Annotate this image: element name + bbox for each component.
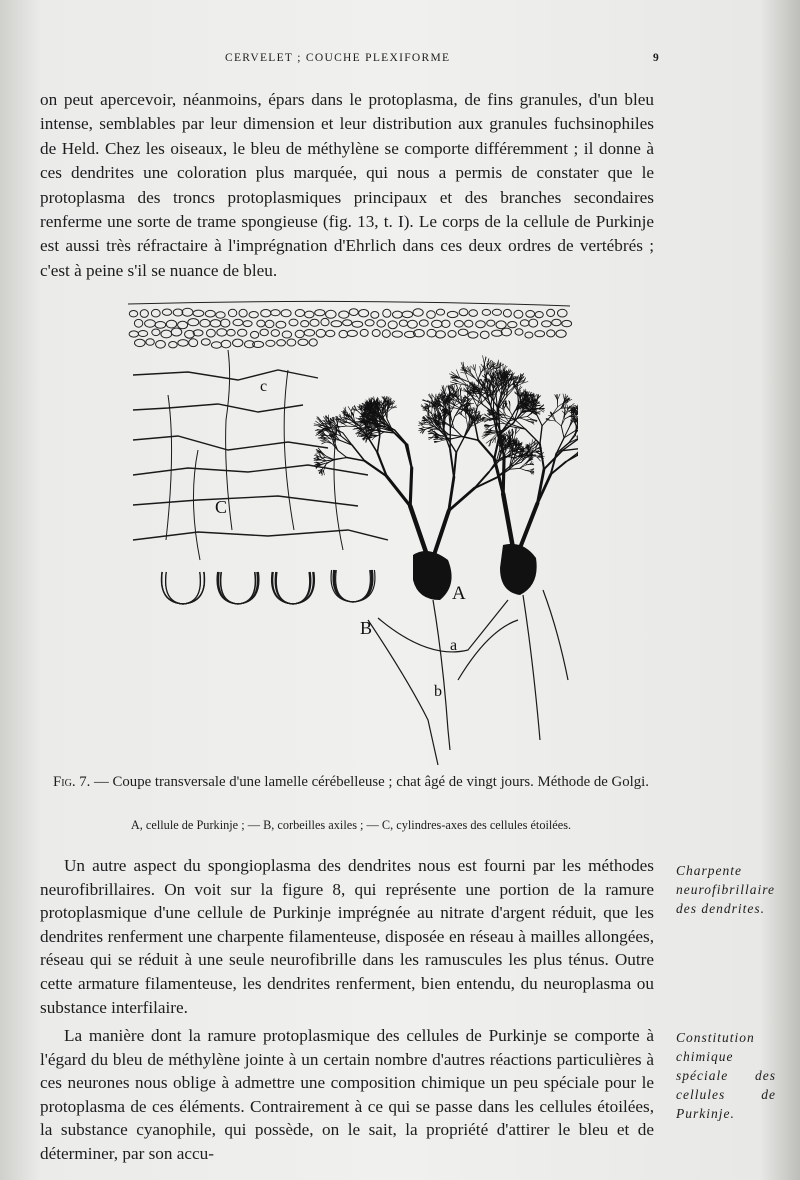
granule	[257, 320, 265, 327]
dendrite-branch	[320, 461, 326, 463]
basket-fiber	[162, 572, 205, 604]
dendrite-branch	[506, 406, 510, 412]
granule	[221, 340, 231, 348]
granule	[556, 330, 566, 337]
granule	[547, 330, 555, 337]
dendrite-branch	[552, 408, 561, 415]
granule	[282, 331, 291, 338]
granule	[480, 331, 489, 338]
granule	[161, 330, 172, 338]
granule	[535, 312, 543, 318]
granule	[146, 339, 154, 346]
granule	[305, 311, 314, 318]
axon-fiber	[133, 465, 368, 475]
granule	[301, 321, 309, 327]
granule	[448, 331, 456, 338]
granule	[138, 331, 147, 337]
granule	[514, 310, 523, 318]
granule	[193, 310, 204, 316]
granule	[419, 320, 428, 326]
granule	[211, 342, 221, 348]
basket-fiber	[161, 572, 204, 604]
granule	[295, 330, 304, 337]
dendrite-branch	[372, 437, 374, 440]
granule	[156, 341, 166, 349]
dendrite-branch	[519, 418, 525, 420]
granule	[233, 319, 243, 325]
basket-fiber	[272, 572, 315, 604]
granule	[492, 309, 501, 315]
figure-7-illustration	[128, 300, 578, 768]
axon-collateral	[193, 450, 200, 560]
granule-layer	[128, 301, 572, 348]
granule	[185, 330, 195, 338]
granule	[261, 310, 271, 317]
dendrite-branch	[466, 419, 468, 427]
dendrite-branch	[552, 407, 558, 415]
dendrite-branch	[427, 429, 433, 430]
granule	[529, 319, 538, 327]
axon-fiber	[433, 600, 450, 750]
dendrite-branch	[526, 470, 531, 471]
granule	[304, 330, 314, 337]
dendrite-branch	[460, 393, 461, 400]
figure-caption	[44, 772, 658, 792]
granule	[468, 332, 478, 338]
granule	[492, 330, 503, 336]
granule	[459, 309, 468, 316]
granule	[217, 329, 227, 336]
granule	[188, 319, 199, 326]
granule	[321, 318, 329, 325]
granule	[343, 320, 352, 326]
dendrite-branch	[429, 427, 434, 428]
dendrite-branch	[387, 476, 411, 506]
dendrite-branch	[462, 437, 478, 441]
granule	[432, 320, 442, 327]
purkinje-dendritic-arbor	[314, 356, 578, 558]
granule	[371, 312, 379, 319]
figure-label-b-lower: b	[434, 683, 442, 700]
granule	[482, 309, 490, 315]
golgi-drawing	[128, 300, 578, 768]
dendrite-branch	[520, 503, 537, 548]
dendrite-branch	[550, 420, 556, 421]
dendrite-branch	[467, 373, 476, 379]
dendrite-branch	[421, 425, 424, 427]
purkinje-soma-b	[500, 544, 537, 595]
granule	[377, 320, 386, 327]
basket-fiber	[162, 572, 205, 604]
granule	[469, 310, 478, 317]
granule	[205, 310, 215, 317]
dendrite-branch	[324, 471, 325, 476]
dendrite-branch	[468, 371, 476, 379]
dendrite-branch	[540, 426, 542, 444]
granule	[458, 329, 468, 335]
granule	[360, 329, 368, 336]
granule	[349, 309, 358, 316]
granule	[166, 320, 176, 328]
basket-fiber	[220, 572, 255, 604]
granule	[427, 311, 436, 319]
purkinje-cell-bodies	[413, 544, 537, 600]
dendrite-branch	[354, 411, 355, 416]
running-title: CERVELET ; COUCHE PLEXIFORME	[225, 52, 451, 64]
granule	[171, 328, 182, 336]
granule	[526, 311, 535, 318]
dendrite-branch	[454, 385, 455, 392]
axon-collateral	[166, 395, 172, 540]
axon-fiber	[133, 404, 303, 412]
dendrite-branch	[377, 436, 379, 453]
granule	[388, 321, 397, 329]
dendrite-branch	[563, 394, 564, 400]
axon-fiber	[378, 600, 508, 652]
granule	[503, 309, 511, 317]
axon-fiber	[133, 496, 358, 506]
granule	[134, 319, 142, 327]
granule	[383, 309, 391, 317]
granule	[227, 329, 235, 336]
dendrite-branch	[558, 394, 560, 399]
dendrite-branch	[410, 506, 428, 558]
granule	[436, 309, 444, 315]
granule	[210, 320, 221, 327]
granule	[151, 309, 160, 317]
axial-baskets	[161, 570, 375, 604]
granule	[309, 339, 317, 346]
granule	[501, 328, 511, 336]
granule	[251, 331, 259, 338]
basket-fiber	[166, 572, 201, 604]
basket-fiber	[162, 572, 205, 604]
granule	[392, 331, 402, 337]
granule	[442, 320, 450, 327]
dendrite-branch	[556, 421, 562, 426]
paragraph-1: on peut apercevoir, néanmoins, épars dans le protoplasma, de fins granules, d'un bleu intense, semblables par leur dimension et leur distribution aux granules fuchsinophiles de Held. Chez les oiseaux, le bleu de méthylène se comporte différemment ; il donne à ces dendrites une coloration plus marquée, qui nous a permis de constater que le protoplasma des troncs protoplasmiques principaux et des branches secondaires renferme une sorte de trame spongieuse (fig. 13, t. I). Le corps de la cellule de Purkinje est aussi très réfractaire à l'imprégnation d'Ehrlich dans ces deux ordres de vertébrés ; c'est à peine s'il se nuance de bleu.	[40, 90, 654, 280]
dendrite-branch	[527, 417, 532, 420]
granule	[129, 331, 138, 337]
surface-line	[128, 301, 570, 306]
granule	[276, 321, 286, 328]
dendrite-branch	[433, 511, 449, 558]
axon-fiber	[523, 595, 540, 740]
granule	[238, 329, 247, 336]
granule	[265, 320, 274, 327]
dendrite-branch	[515, 428, 516, 434]
granule	[515, 329, 523, 335]
dendrite-branch	[456, 439, 463, 453]
dendrite-branch	[531, 470, 534, 471]
granule	[182, 308, 193, 316]
granule	[233, 339, 243, 347]
axon-fiber	[543, 590, 568, 680]
figure-label-c-upper: c	[260, 378, 268, 395]
axon-fiber	[133, 370, 318, 380]
granule	[476, 321, 486, 328]
dendrite-branch	[480, 366, 481, 372]
axon-fiber	[133, 436, 328, 450]
granule	[169, 342, 178, 348]
granule	[372, 330, 380, 337]
granule	[152, 329, 160, 336]
granule	[281, 310, 291, 317]
granule	[201, 339, 210, 346]
granule	[228, 309, 236, 317]
figure-label-b-upper: B	[360, 618, 373, 638]
granule	[402, 311, 413, 318]
dendrite-branch	[525, 429, 540, 444]
granule	[221, 319, 230, 327]
dendrite-branch	[320, 427, 324, 429]
dendrite-branch	[438, 440, 443, 442]
running-header	[40, 52, 660, 70]
figure-label-c-lower: C	[215, 497, 228, 517]
granule	[535, 331, 545, 337]
dendrite-branch	[504, 403, 505, 408]
granule	[200, 319, 210, 327]
dendrite-branch	[561, 426, 564, 438]
granule	[155, 322, 166, 329]
granule	[295, 310, 304, 317]
dendrite-branch	[393, 432, 407, 445]
granule	[178, 340, 188, 347]
dendrite-branch	[527, 413, 531, 417]
granule	[173, 309, 183, 316]
dendrite-branch	[322, 442, 327, 444]
granule	[436, 331, 446, 338]
granule	[487, 320, 495, 326]
granule	[315, 310, 325, 316]
dendrite-branch	[450, 382, 457, 384]
paragraph-2: Un autre aspect du spongioplasma des dendrites nous est fourni par les méthodes neurofibrillaires. On voit sur la figure 8, qui représente une portion de la ramure protoplasmique d'une cellule de Purkinje imprégnée au nitrate d'argent réduit, que les dendrites renferment une charpente filamenteuse, disposée en réseau à mailles allongées, réseau qui se réduit à une seule neurofibrille dans les ramuscules les plus ténus. Outre cette armature filamenteuse, les dendrites renferment, bien entendu, du neuroplasma ou substance interfilaire.	[40, 856, 654, 1017]
granule	[193, 330, 203, 336]
granule	[520, 320, 529, 326]
descending-axons	[368, 590, 568, 765]
axon-fiber	[368, 620, 438, 765]
dendrite-branch	[367, 436, 377, 452]
granule	[326, 310, 337, 318]
granule	[249, 312, 258, 318]
granule	[260, 329, 268, 336]
granule	[178, 321, 188, 329]
granule	[542, 321, 552, 327]
granule	[135, 339, 146, 346]
granule	[339, 330, 348, 337]
figure-label-a-upper: A	[452, 583, 466, 604]
granule	[316, 329, 325, 337]
granule	[408, 320, 418, 328]
dendrite-branch	[338, 451, 347, 458]
dendrite-branch	[451, 437, 462, 439]
granule	[352, 321, 363, 327]
granule	[216, 312, 225, 318]
granule	[525, 332, 533, 338]
dendrite-branch	[475, 478, 497, 488]
granule	[465, 320, 473, 327]
basket-fiber	[217, 572, 259, 604]
granule	[447, 311, 458, 317]
granule	[331, 321, 342, 327]
page-number: 9	[652, 52, 660, 64]
paragraph-3: La manière dont la ramure protoplasmique des cellules de Purkinje se comporte à l'égard du bleu de méthylène jointe à un certain nombre d'autres réactions particulières à ces neurones nous oblige à admettre une composition chimique un peu spéciale pour le protoplasma de ces éléments. Contrairement à ce qui se passe dans les cellules étoilées, la substance cyanophile, qui possède, on le sait, la propriété d'attirer le bleu et de déterminer, par son accu-	[40, 1026, 654, 1163]
granule	[547, 309, 555, 316]
granule	[289, 319, 298, 326]
granule	[365, 320, 374, 326]
granule	[552, 319, 561, 326]
granule	[413, 309, 423, 316]
granule	[298, 339, 308, 345]
figure-caption-number: Fig. 7.	[53, 774, 91, 790]
granule	[508, 322, 517, 328]
granule	[207, 329, 216, 337]
granule	[558, 309, 568, 317]
dendrite-branch	[449, 374, 458, 377]
dendrite-branch	[494, 459, 503, 494]
dendrite-branch	[565, 416, 570, 419]
granule	[271, 330, 279, 337]
granule	[427, 329, 436, 337]
dendrite-branch	[445, 386, 447, 393]
dendrite-branch	[566, 455, 577, 461]
granule	[393, 311, 403, 318]
granule	[454, 321, 463, 328]
granule	[277, 340, 286, 346]
figure-caption-text: — Coupe transversale d'une lamelle cérébelleuse ; chat âgé de vingt jours. Méthode de Golgi.	[90, 774, 649, 790]
figure-label-a-lower: a	[450, 637, 458, 654]
granule	[562, 320, 572, 326]
dendrite-branch	[325, 424, 330, 425]
granule	[243, 321, 252, 327]
granule	[266, 340, 275, 346]
granule	[326, 330, 335, 336]
granule	[129, 311, 137, 317]
basket-fiber	[331, 570, 375, 602]
granule	[239, 309, 247, 317]
granule	[271, 310, 280, 316]
granule	[347, 330, 357, 336]
granule	[339, 311, 349, 318]
dendrite-branch	[348, 407, 351, 412]
dendrite-branch	[410, 468, 412, 506]
dendrite-branch	[340, 426, 347, 427]
axon-fiber	[133, 530, 388, 540]
dendrite-branch	[454, 453, 456, 478]
granule	[310, 319, 319, 326]
granule	[145, 320, 156, 327]
granule	[359, 310, 369, 317]
dendrite-branch	[457, 385, 459, 391]
dendrite-branch	[503, 494, 513, 548]
axon-collateral	[284, 370, 294, 530]
dendrite-branch	[537, 415, 542, 425]
dendrite-branch	[478, 371, 482, 380]
granule	[189, 339, 198, 347]
granule	[382, 330, 390, 338]
margin-note-1: Charpente neurofibrillaire des dendrites.	[676, 863, 775, 916]
dendrite-branch	[475, 371, 478, 380]
purkinje-soma-a	[413, 551, 452, 600]
granule	[162, 309, 171, 315]
dendrite-branch	[440, 435, 449, 436]
dendrite-branch	[520, 468, 526, 470]
figure-legend: A, cellule de Purkinje ; — B, corbeilles axiles ; — C, cylindres-axes des cellules étoilées.	[130, 818, 572, 832]
granule	[399, 320, 407, 326]
granule	[287, 339, 296, 346]
granule	[496, 321, 506, 329]
dendrite-branch	[351, 407, 353, 411]
margin-note-2: Constitution chimique spéciale des cellules de Purkinje.	[676, 1030, 776, 1121]
granule	[140, 310, 148, 318]
